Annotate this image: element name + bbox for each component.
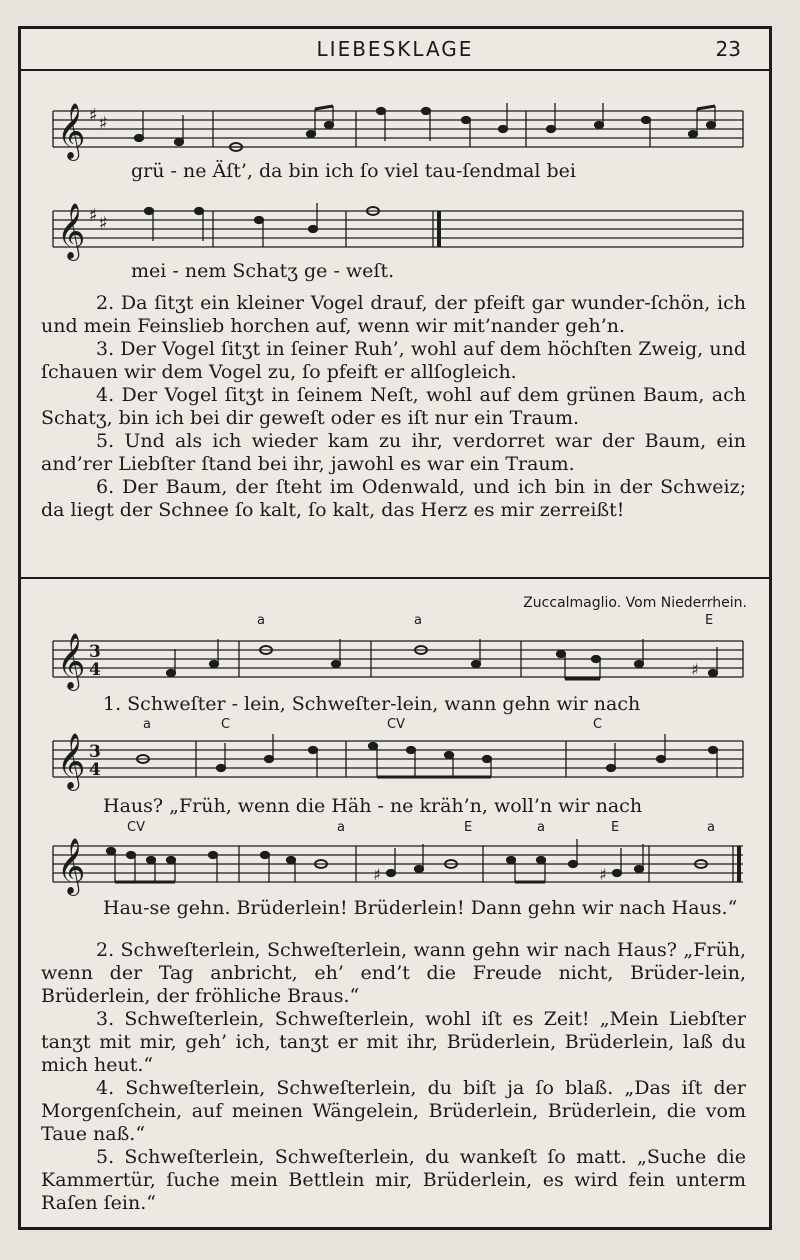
svg-text:♯: ♯: [99, 213, 108, 234]
treble-clef-icon: 𝄞: [57, 103, 86, 159]
chord-label: a: [414, 613, 422, 628]
svg-text:3: 3: [89, 642, 101, 662]
verse-paragraph: 3. Der Vogel ſitʒt in ſeiner Ruh’, wohl auf dem höchſten Zweig, und ſchauen wir dem Vogel zu, ſo pfeift er allſogleich.: [41, 338, 746, 383]
chord-label: C: [221, 717, 231, 732]
chord-label: a: [337, 820, 345, 835]
svg-text:3: 3: [89, 742, 101, 762]
chord-label: E: [611, 820, 620, 835]
treble-clef-icon: 𝄞: [57, 838, 86, 894]
treble-clef-icon: 𝄞: [57, 633, 86, 689]
verse-paragraph: 4. Schweſterlein, Schweſterlein, du biſt ja ſo blaß. „Das iſt der Morgenſchein, auf meinen Wängelein, Brüderlein, Brüderlein, die vom Taue naß.“: [41, 1077, 746, 1145]
verse-paragraph: 2. Schweſterlein, Schweſterlein, wann gehn wir nach Haus? „Früh, wenn der Tag anbricht, eh’ end’t die Freude nicht, Brüder-lein, Brüderlein, der fröhliche Braus.“: [41, 939, 746, 1007]
svg-text:4: 4: [89, 760, 101, 780]
verse-paragraph: 3. Schweſterlein, Schweſterlein, wohl iſt es Zeit! „Mein Liebſter tanʒt mit mir, geh’ ich, tanʒt er mit ihr, Brüderlein, Brüderlein, laß du mich heut.“: [41, 1008, 746, 1076]
music-staff-4: [21, 719, 769, 789]
lyrics-line: grü - ne Äſt’, da bin ich ſo viel tau-ſendmal bei: [131, 160, 576, 182]
verse-paragraph: 5. Und als ich wieder kam zu ihr, verdorret war der Baum, ein and’rer Liebſter ſtand bei ihr, jawohl es war ein Traum.: [41, 430, 746, 475]
lyrics-line: Hau-se gehn. Brüderlein! Brüderlein! Dann gehn wir nach Haus.“: [103, 897, 738, 919]
verse-paragraph: 4. Der Vogel ſitʒt in ſeinem Neſt, wohl auf dem grünen Baum, ach Schatʒ, bin ich bei dir geweſt oder es iſt nur ein Traum.: [41, 384, 746, 429]
svg-text:♯: ♯: [691, 660, 699, 679]
music-staff-3: [21, 619, 769, 689]
chord-label: a: [537, 820, 545, 835]
chord-label: CV: [127, 820, 145, 835]
svg-text:♯: ♯: [99, 113, 108, 134]
treble-clef-icon: 𝄞: [57, 203, 86, 259]
chord-label: E: [705, 613, 714, 628]
lyrics-line: 1. Schweſter - lein, Schweſter-lein, wann gehn wir nach: [103, 693, 641, 715]
chord-label: C: [593, 717, 603, 732]
song2-verses: [41, 939, 746, 1215]
verse-paragraph: 5. Schweſterlein, Schweſterlein, du wankeſt ſo matt. „Suche die Kammertür, ſuche mein Bettlein mir, Brüderlein, es wird fein unterm Raſen ſein.“: [41, 1146, 746, 1214]
music-staff-5: [21, 824, 769, 894]
page-header: [21, 29, 769, 71]
chord-label: CV: [387, 717, 405, 732]
svg-text:♯: ♯: [89, 105, 98, 126]
page-number: 23: [715, 37, 741, 61]
chord-label: a: [707, 820, 715, 835]
song1-verses: [41, 292, 746, 522]
chord-label: a: [143, 717, 151, 732]
chord-label: E: [464, 820, 473, 835]
verse-paragraph: 6. Der Baum, der ſteht im Odenwald, und ich bin in der Schweiz; da liegt der Schnee ſo kalt, ſo kalt, das Herz es mir zerreißt!: [41, 476, 746, 521]
verse-paragraph: 2. Da ſitʒt ein kleiner Vogel drauf, der pfeift gar wunder-ſchön, ich und mein Feinslieb horchen auf, wenn wir mit’nander geh’n.: [41, 292, 746, 337]
section-divider: [21, 577, 769, 579]
treble-clef-icon: 𝄞: [57, 733, 86, 789]
music-staff-2: [21, 189, 769, 259]
song-credit: Zuccalmaglio. Vom Niederrhein.: [523, 595, 747, 611]
svg-text:♯: ♯: [599, 865, 607, 884]
music-staff-1: [21, 89, 769, 159]
svg-text:♯: ♯: [89, 205, 98, 226]
page-title: LIEBESKLAGE: [316, 37, 474, 61]
lyrics-line: mei - nem Schatʒ ge - weſt.: [131, 260, 395, 282]
svg-text:♯: ♯: [373, 865, 381, 884]
svg-text:4: 4: [89, 660, 101, 680]
chord-label: a: [257, 613, 265, 628]
lyrics-line: Haus? „Früh, wenn die Häh - ne kräh’n, woll’n wir nach: [103, 795, 643, 817]
song-page: [18, 26, 772, 1230]
